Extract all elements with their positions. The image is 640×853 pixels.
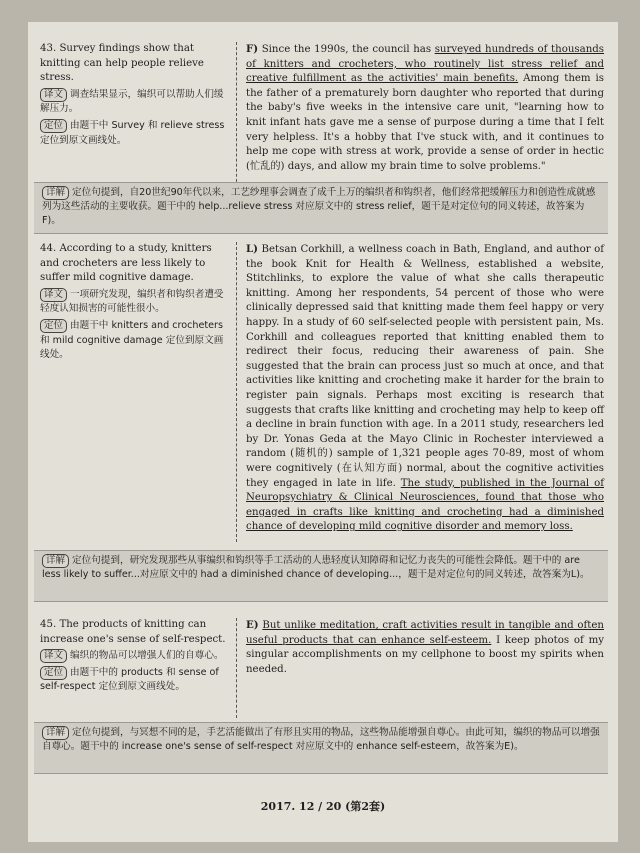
translation-text: 一项研究发现，编织者和钩织者遭受轻度认知损害的可能性很小。 — [40, 288, 224, 315]
question-44-text: 44. According to a study, knitters and crocheters are less likely to suffer mild cognitive damage. — [40, 243, 212, 284]
explanation-text: 定位句提到，与冥想不同的是，手艺活能做出了有形且实用的物品，这些物品能增强自尊心。由此可知，编织的物品可以增强自尊心。题干中的 increase one's sense of self-respect 对应原文中的 enhance self-esteem，故答案为E)。 — [42, 727, 600, 752]
question-43-text: 43. Survey findings show that knitting can help people relieve stress. — [40, 43, 204, 84]
question-43-block — [40, 42, 606, 192]
translation-text: 调查结果显示，编织可以帮助人们缓解压力。 — [40, 88, 224, 115]
column-divider — [236, 618, 237, 718]
explanation-tag: 详解 — [42, 554, 69, 568]
explanation-43 — [34, 182, 608, 234]
paragraph-letter: E) — [246, 619, 259, 631]
question-44 — [40, 242, 228, 363]
underlined-sentence: surveyed hundreds of thousands of knitters and crocheters, who routinely list stress relief and creative fulfillment as the activities' main benefits. — [246, 44, 605, 85]
locate-text: 由题干中的 products 和 sense of self-respect 定位到原文画线处。 — [40, 666, 219, 693]
locate-tag: 定位 — [40, 119, 67, 133]
explanation-text: 定位句提到，研究发现那些从事编织和钩织等手工活动的人患轻度认知障碍和记忆力丧失的可能性会降低。题干中的 are less likely to suffer...对应原文中的 had a diminished chance of developing...，题干是对定位句的同义转述，故答案为L)。 — [42, 555, 590, 580]
translation-tag: 译文 — [40, 88, 67, 102]
question-45 — [40, 618, 228, 695]
translation-tag: 译文 — [40, 649, 67, 663]
locate-text: 由题干中 Survey 和 relieve stress 定位到原文画线处。 — [40, 119, 225, 146]
passage-paragraph-f: F) Since the 1990s, the council has surveyed hundreds of thousands of knitters and crocheters, who routinely list stress relief and creative fulfillment as the activities' main benefits. Among them is the father of a prematurely born daughter who reported that during the baby's five weeks in the intensive care unit, "learning how to knit infant hats gave me a sense of purpose during a time that I felt very helpless. It's a hobby that I've stuck with, and it continues to help me cope with stress at work, provide a sense of order in hectic (忙乱的) days, and allow my brain time to solve problems." — [246, 43, 605, 172]
question-44-block — [40, 242, 606, 542]
question-43 — [40, 42, 228, 148]
translation-tag: 译文 — [40, 288, 67, 302]
locate-tag: 定位 — [40, 319, 67, 333]
question-45-block — [40, 618, 606, 718]
passage-paragraph-e: E) But unlike meditation, craft activities result in tangible and often useful products that can enhance self-esteem. I keep photos of my singular accomplishments on my cellphone to boost my spirits when needed. — [246, 619, 604, 675]
page-footer: 2017. 12 / 20 (第2套) — [260, 800, 386, 813]
translation-text: 编织的物品可以增强人们的自尊心。 — [70, 650, 224, 662]
column-divider — [236, 42, 237, 192]
explanation-text: 定位句提到，自20世纪90年代以来，工艺纱理事会调查了成千上万的编织者和钩织者，他们经常把缓解压力和创造性成就感列为这些活动的主要收获。题干中的 help...relieve stress 对应原文中的 stress relief，题干是对定位句的同义转述，故答案为F)。 — [42, 187, 596, 226]
column-divider — [236, 242, 237, 542]
exam-page — [28, 22, 618, 842]
underlined-sentence: But unlike meditation, craft activities result in tangible and often useful products that can enhance self-esteem. — [246, 620, 604, 646]
locate-tag: 定位 — [40, 666, 67, 680]
paragraph-letter: L) — [246, 243, 258, 255]
locate-text: 由题干中 knitters and crocheters 和 mild cognitive damage 定位到原文画线处。 — [40, 319, 224, 361]
explanation-tag: 详解 — [42, 726, 69, 740]
passage-paragraph-l: L) Betsan Corkhill, a wellness coach in Bath, England, and author of the book Knit for Health & Wellness, established a website, Stitchlinks, to explore the value of what she calls therapeutic knitting. Among her respondents, 54 percent of those who were clinically depressed said that knitting made them feel happy or very happy. In a study of 60 self-selected people with persistent pain, Ms. Corkhill and colleagues reported that knitting enabled them to redirect their focus, reducing their awareness of pain. She suggested that the brain can process just so much at once, and that activities like knitting and crocheting make it harder for the brain to register pain signals. Perhaps most exciting is research that suggests that crafts like knitting and crocheting may help to keep off a decline in brain function with age. In a 2011 study, researchers led by Dr. Yonas Geda at the Mayo Clinic in Rochester interviewed a random (随机的) sample of 1,321 people ages 70-89, most of whom were cognitively (在认知方面) normal, about the cognitive activities they engaged in late in life. The study, published in the Journal of Neuropsychiatry & Clinical Neurosciences, found that those who engaged in crafts like knitting and crocheting had a diminished chance of developing mild cognitive disorder and memory loss. — [246, 243, 604, 533]
explanation-44 — [34, 550, 608, 602]
explanation-45 — [34, 722, 608, 774]
paragraph-letter: F) — [246, 43, 259, 55]
explanation-tag: 详解 — [42, 186, 69, 200]
question-45-text: 45. The products of knitting can increase one's sense of self-respect. — [40, 619, 226, 645]
underlined-sentence: The study, published in the Journal of Neuropsychiatry & Clinical Neurosciences, found that those who engaged in crafts like knitting and crocheting had a diminished chance of developing mild cognitive disorder and memory loss. — [246, 477, 604, 533]
